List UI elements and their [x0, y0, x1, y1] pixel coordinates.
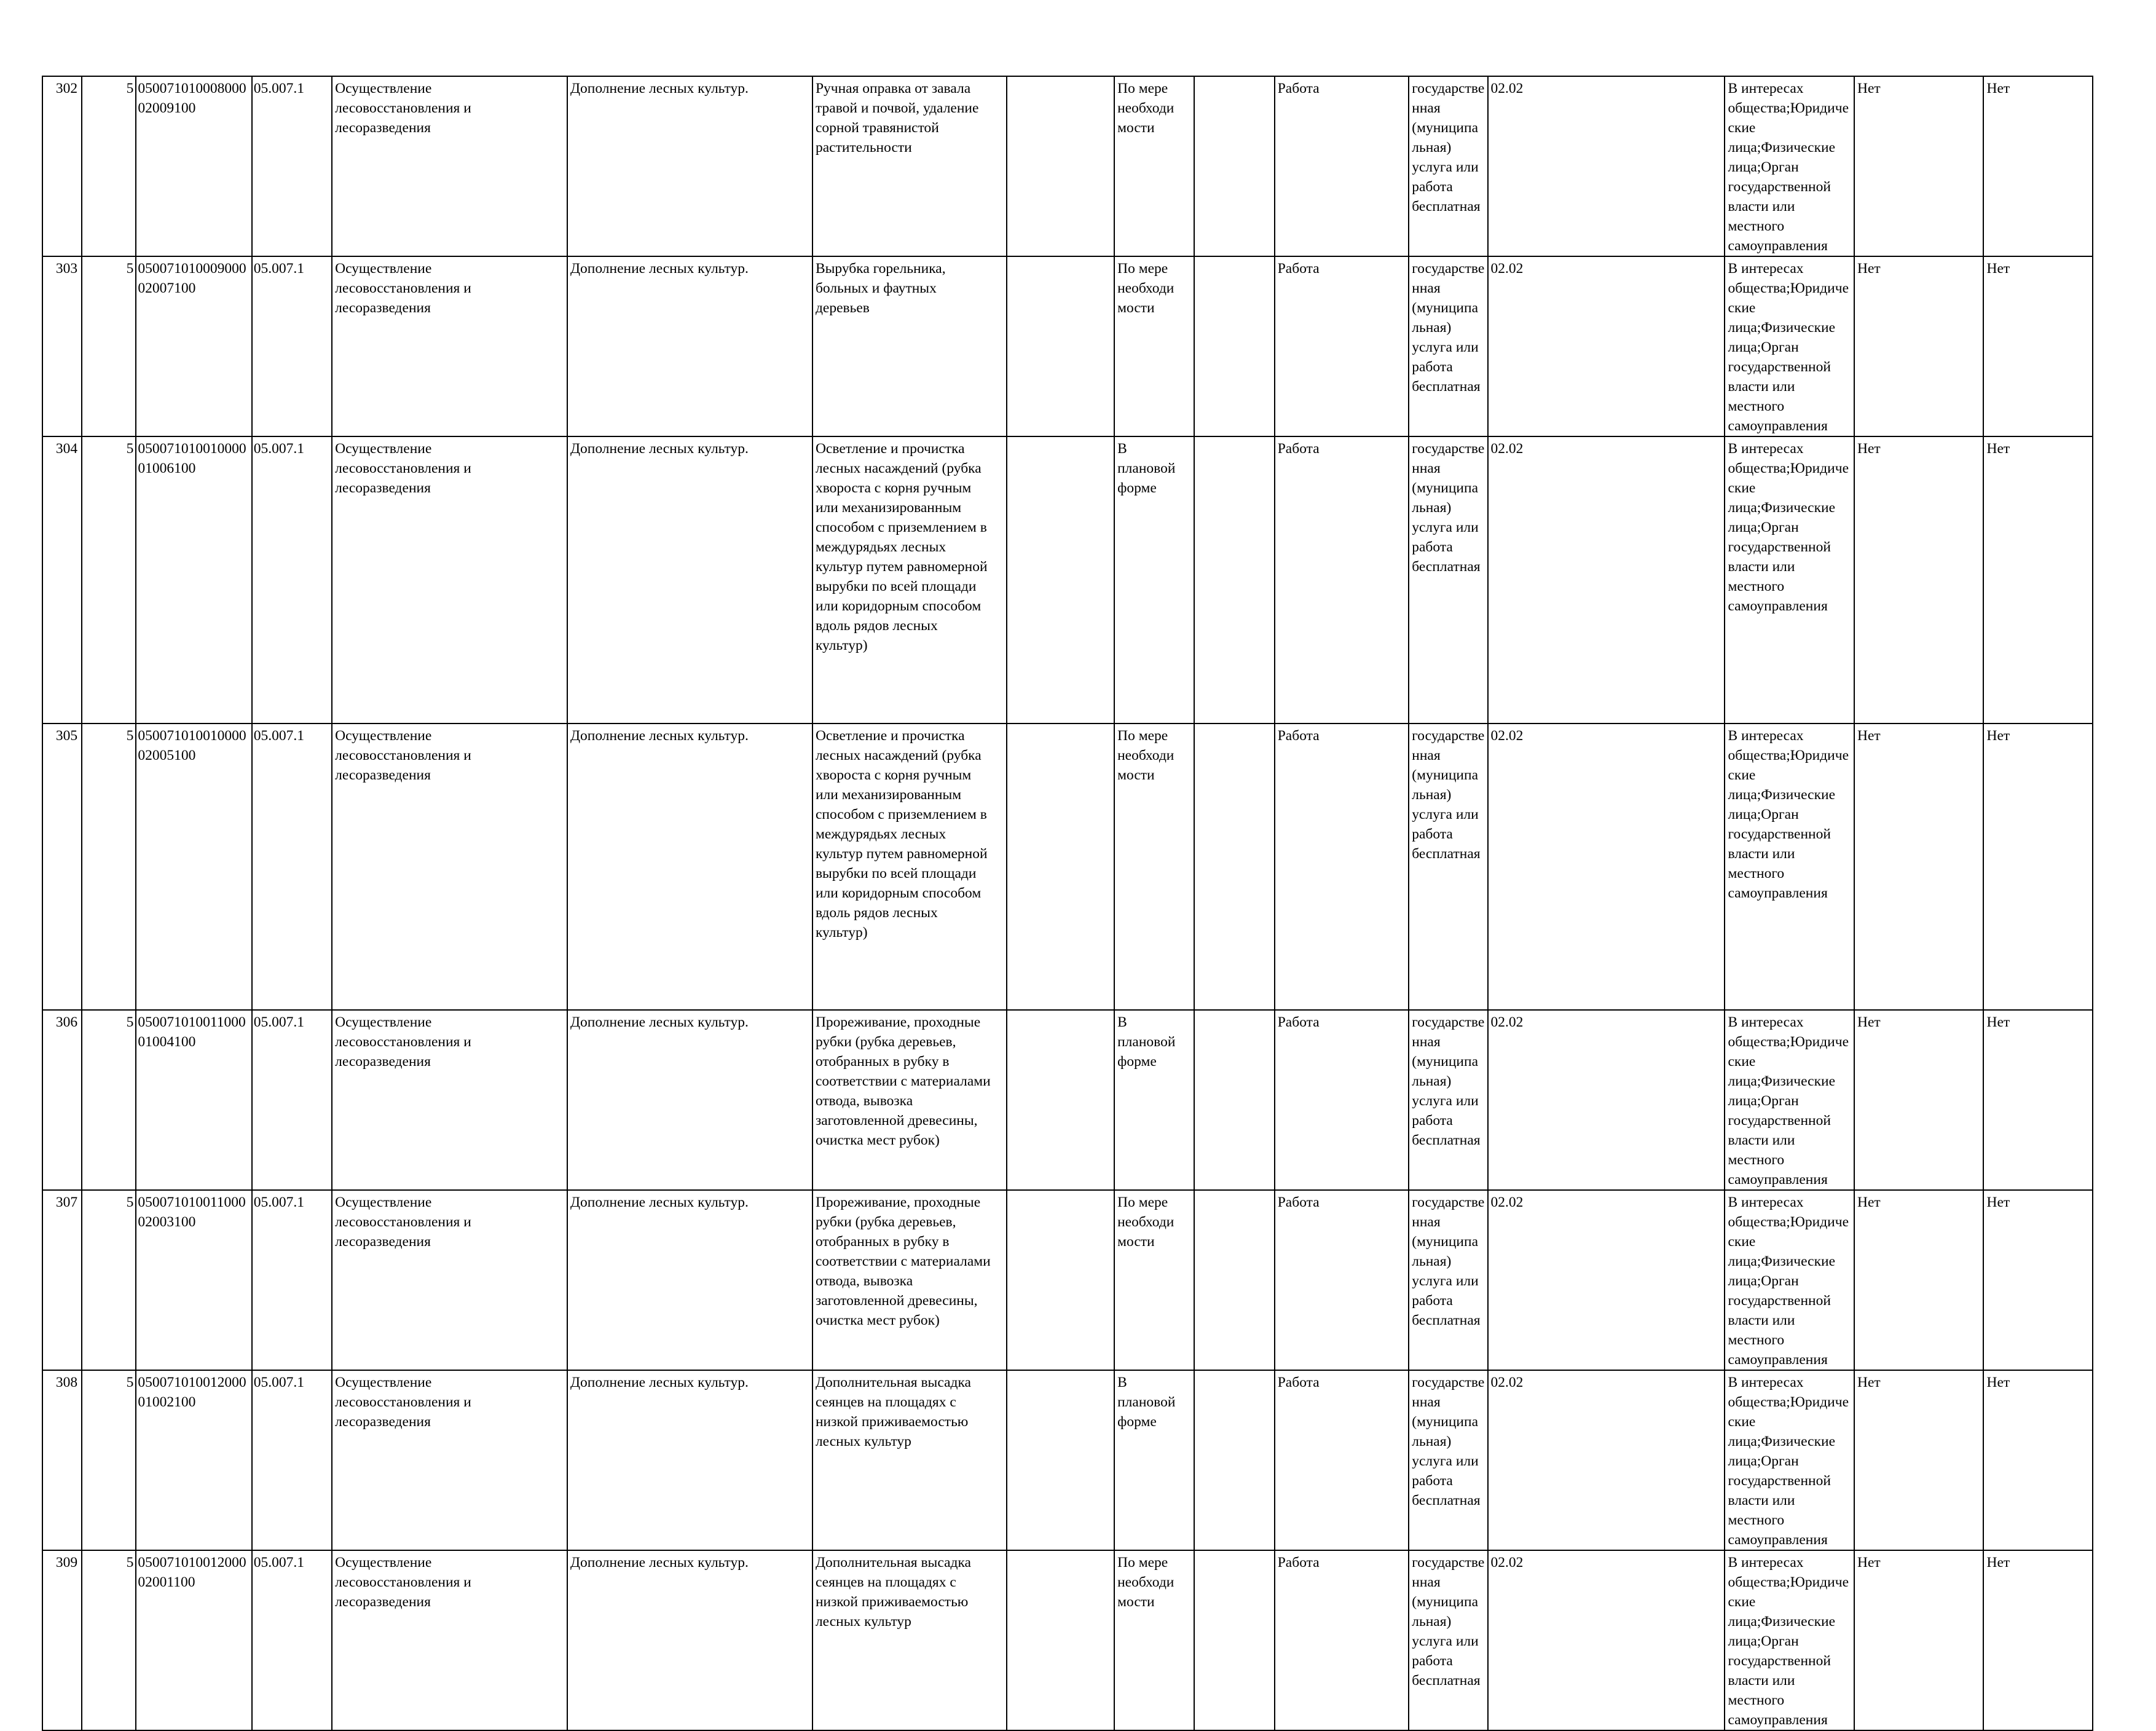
- row-level-cell: [82, 256, 136, 436]
- okved-code-cell: [1488, 436, 1725, 724]
- flag-1-cell: [1854, 256, 1984, 436]
- work-type-cell: [1275, 1190, 1409, 1370]
- work-content-cell: [812, 436, 1007, 724]
- row-number-cell: [42, 1010, 82, 1190]
- registry-code: 050071010011000 02003100: [138, 1194, 246, 1230]
- service-category-cell: [1409, 724, 1487, 1010]
- activity-name: Осуществление лесовосстановления и лесоразведения: [335, 261, 471, 316]
- work-content: Дополнительная высадка сеянцев на площадях с низкой приживаемостью лесных культур: [815, 1555, 971, 1630]
- table-row: [42, 1370, 2093, 1550]
- consumer-categories: В интересах общества;Юридические лица;Физические лица;Орган государственной власти или местного самоуправления: [1728, 1555, 1849, 1728]
- table-row: [42, 256, 2093, 436]
- consumer-categories-cell: [1725, 1550, 1854, 1730]
- work-content-cell: [812, 76, 1007, 256]
- consumer-categories: В интересах общества;Юридические лица;Физические лица;Орган государственной власти или местного самоуправления: [1728, 1194, 1849, 1368]
- section-code: 05.007.1: [253, 1194, 305, 1210]
- okved-code-cell: [1488, 1010, 1725, 1190]
- registry-code-cell: [136, 1010, 251, 1190]
- provision-form: По мере необходи мости: [1117, 1194, 1174, 1250]
- provision-form: По мере необходи мости: [1117, 1555, 1174, 1610]
- work-content: Осветление и прочистка лесных насаждений (рубка хвороста с корня ручным или механизированным способом с приземлением в междурядьях лесных культур путем равномерной вырубки по всей площади или коридорным способом вдоль рядов лесных культур): [815, 728, 988, 940]
- provision-form: По мере необходи мости: [1117, 728, 1174, 783]
- registry-code-cell: [136, 256, 251, 436]
- registry-code-cell: [136, 76, 251, 256]
- empty-cell-cell: [1194, 1190, 1274, 1370]
- empty-cell-cell: [1007, 724, 1114, 1010]
- flag-2: Нет: [1986, 441, 2010, 457]
- service-category: государственная (муниципальная) услуга или работа бесплатная: [1412, 1374, 1485, 1508]
- registry-code: 050071010011000 01004100: [138, 1014, 246, 1050]
- consumer-categories-cell: [1725, 1010, 1854, 1190]
- flag-1: Нет: [1857, 261, 1881, 277]
- flag-1-cell: [1854, 436, 1984, 724]
- registry-code: 050071010010000 01006100: [138, 441, 246, 476]
- section-code: 05.007.1: [253, 441, 305, 457]
- flag-2: Нет: [1986, 81, 2010, 97]
- row-level-cell: [82, 1550, 136, 1730]
- table-row: [42, 724, 2093, 1010]
- work-type-cell: [1275, 1550, 1409, 1730]
- provision-form-cell: [1114, 256, 1194, 436]
- consumer-categories-cell: [1725, 76, 1854, 256]
- work-content-cell: [812, 1550, 1007, 1730]
- section-code-cell: [252, 1190, 332, 1370]
- work-content-cell: [812, 1370, 1007, 1550]
- row-number: 309: [55, 1555, 78, 1571]
- okved-code: 02.02: [1490, 1374, 1524, 1390]
- okved-code: 02.02: [1490, 1555, 1524, 1571]
- service-category: государственная (муниципальная) услуга или работа бесплатная: [1412, 441, 1485, 575]
- activity-name: Осуществление лесовосстановления и лесоразведения: [335, 81, 471, 136]
- empty-cell-cell: [1007, 1550, 1114, 1730]
- okved-code-cell: [1488, 1190, 1725, 1370]
- provision-form: В плановой форме: [1117, 1374, 1176, 1430]
- provision-form-cell: [1114, 724, 1194, 1010]
- flag-2: Нет: [1986, 1014, 2010, 1030]
- work-type: Работа: [1277, 1194, 1320, 1210]
- work-content: Прореживание, проходные рубки (рубка деревьев, отобранных в рубку в соответствии с материалами отвода, вывозка заготовленной древесины, очистка мест рубок): [815, 1014, 991, 1148]
- flag-1: Нет: [1857, 1555, 1881, 1571]
- work-content: Вырубка горельника, больных и фаутных деревьев: [815, 261, 946, 316]
- registry-code-cell: [136, 1370, 251, 1550]
- work-type: Работа: [1277, 728, 1320, 744]
- empty-cell-cell: [1194, 76, 1274, 256]
- activity-subname-cell: [567, 1010, 812, 1190]
- activity-subname-cell: [567, 1190, 812, 1370]
- table-row: [42, 1010, 2093, 1190]
- row-level-cell: [82, 76, 136, 256]
- activity-name: Осуществление лесовосстановления и лесоразведения: [335, 1374, 471, 1430]
- empty-cell-cell: [1007, 1190, 1114, 1370]
- consumer-categories-cell: [1725, 724, 1854, 1010]
- flag-1: Нет: [1857, 1194, 1881, 1210]
- activity-subname-cell: [567, 1370, 812, 1550]
- provision-form: По мере необходи мости: [1117, 81, 1174, 136]
- activity-name-cell: [332, 436, 567, 724]
- activity-name-cell: [332, 1010, 567, 1190]
- flag-2-cell: [1983, 1010, 2093, 1190]
- flag-1: Нет: [1857, 1014, 1881, 1030]
- row-level: 5: [126, 81, 134, 97]
- activity-subname: Дополнение лесных культур.: [570, 1555, 749, 1571]
- empty-cell-cell: [1194, 724, 1274, 1010]
- work-type: Работа: [1277, 1374, 1320, 1390]
- activity-name-cell: [332, 1370, 567, 1550]
- okved-code: 02.02: [1490, 1014, 1524, 1030]
- okved-code: 02.02: [1490, 261, 1524, 277]
- consumer-categories: В интересах общества;Юридические лица;Физические лица;Орган государственной власти или местного самоуправления: [1728, 728, 1849, 901]
- provision-form: В плановой форме: [1117, 441, 1176, 496]
- flag-1-cell: [1854, 76, 1984, 256]
- okved-code-cell: [1488, 1370, 1725, 1550]
- row-number: 303: [55, 261, 78, 277]
- flag-2: Нет: [1986, 261, 2010, 277]
- service-category-cell: [1409, 76, 1487, 256]
- flag-2-cell: [1983, 436, 2093, 724]
- row-number-cell: [42, 256, 82, 436]
- section-code-cell: [252, 1370, 332, 1550]
- provision-form-cell: [1114, 1370, 1194, 1550]
- table-row: [42, 436, 2093, 724]
- table-row: [42, 1190, 2093, 1370]
- registry-code: 050071010012000 02001100: [138, 1555, 246, 1590]
- row-number-cell: [42, 1370, 82, 1550]
- provision-form-cell: [1114, 1010, 1194, 1190]
- consumer-categories: В интересах общества;Юридические лица;Физические лица;Орган государственной власти или местного самоуправления: [1728, 1374, 1849, 1548]
- work-type-cell: [1275, 724, 1409, 1010]
- row-number-cell: [42, 1190, 82, 1370]
- section-code-cell: [252, 436, 332, 724]
- activity-name: Осуществление лесовосстановления и лесоразведения: [335, 1014, 471, 1070]
- empty-cell-cell: [1007, 436, 1114, 724]
- provision-form-cell: [1114, 1190, 1194, 1370]
- section-code-cell: [252, 1010, 332, 1190]
- row-level: 5: [126, 728, 134, 744]
- flag-2-cell: [1983, 1370, 2093, 1550]
- work-type-cell: [1275, 1370, 1409, 1550]
- service-category: государственная (муниципальная) услуга или работа бесплатная: [1412, 728, 1485, 862]
- row-number: 305: [55, 728, 78, 744]
- section-code: 05.007.1: [253, 1014, 305, 1030]
- service-category: государственная (муниципальная) услуга или работа бесплатная: [1412, 81, 1485, 215]
- activity-subname-cell: [567, 1550, 812, 1730]
- work-type: Работа: [1277, 1014, 1320, 1030]
- service-category-cell: [1409, 1370, 1487, 1550]
- okved-code-cell: [1488, 256, 1725, 436]
- row-level: 5: [126, 1374, 134, 1390]
- work-content: Ручная оправка от завала травой и почвой, удаление сорной травянистой растительности: [815, 81, 979, 156]
- provision-form-cell: [1114, 436, 1194, 724]
- flag-2: Нет: [1986, 728, 2010, 744]
- flag-2: Нет: [1986, 1374, 2010, 1390]
- work-content: Осветление и прочистка лесных насаждений (рубка хвороста с корня ручным или механизированным способом с приземлением в междурядьях лесных культур путем равномерной вырубки по всей площади или коридорным способом вдоль рядов лесных культур): [815, 441, 988, 653]
- section-code: 05.007.1: [253, 728, 305, 744]
- row-number-cell: [42, 1550, 82, 1730]
- work-type: Работа: [1277, 441, 1320, 457]
- activity-name-cell: [332, 1550, 567, 1730]
- work-type-cell: [1275, 256, 1409, 436]
- registry-code: 050071010009000 02007100: [138, 261, 246, 296]
- okved-code-cell: [1488, 76, 1725, 256]
- row-level: 5: [126, 1555, 134, 1571]
- empty-cell-cell: [1194, 436, 1274, 724]
- row-level: 5: [126, 441, 134, 457]
- service-category-cell: [1409, 256, 1487, 436]
- activity-subname: Дополнение лесных культур.: [570, 1014, 749, 1030]
- okved-code: 02.02: [1490, 1194, 1524, 1210]
- service-category: государственная (муниципальная) услуга или работа бесплатная: [1412, 1555, 1485, 1689]
- activity-name: Осуществление лесовосстановления и лесоразведения: [335, 1194, 471, 1250]
- activity-subname: Дополнение лесных культур.: [570, 728, 749, 744]
- flag-2-cell: [1983, 1550, 2093, 1730]
- activity-subname: Дополнение лесных культур.: [570, 441, 749, 457]
- section-code: 05.007.1: [253, 261, 305, 277]
- okved-code: 02.02: [1490, 81, 1524, 97]
- flag-2: Нет: [1986, 1194, 2010, 1210]
- registry-code: 050071010012000 01002100: [138, 1374, 246, 1410]
- table-row: [42, 1550, 2093, 1730]
- registry-code-cell: [136, 724, 251, 1010]
- flag-1-cell: [1854, 1550, 1984, 1730]
- flag-1-cell: [1854, 1010, 1984, 1190]
- work-type-cell: [1275, 1010, 1409, 1190]
- activity-name: Осуществление лесовосстановления и лесоразведения: [335, 728, 471, 783]
- row-number: 306: [55, 1014, 78, 1030]
- row-level-cell: [82, 724, 136, 1010]
- consumer-categories-cell: [1725, 436, 1854, 724]
- work-type: Работа: [1277, 1555, 1320, 1571]
- consumer-categories: В интересах общества;Юридические лица;Физические лица;Орган государственной власти или местного самоуправления: [1728, 441, 1849, 614]
- row-number: 307: [55, 1194, 78, 1210]
- service-category: государственная (муниципальная) услуга или работа бесплатная: [1412, 1194, 1485, 1328]
- activity-subname: Дополнение лесных культур.: [570, 261, 749, 277]
- work-type-cell: [1275, 76, 1409, 256]
- registry-code-cell: [136, 436, 251, 724]
- registry-code: 050071010008000 02009100: [138, 81, 246, 116]
- flag-2-cell: [1983, 256, 2093, 436]
- section-code: 05.007.1: [253, 1374, 305, 1390]
- activity-subname-cell: [567, 436, 812, 724]
- activity-name: Осуществление лесовосстановления и лесоразведения: [335, 1555, 471, 1610]
- row-number: 302: [55, 81, 78, 97]
- consumer-categories: В интересах общества;Юридические лица;Физические лица;Орган государственной власти или местного самоуправления: [1728, 261, 1849, 434]
- empty-cell-cell: [1194, 1370, 1274, 1550]
- consumer-categories: В интересах общества;Юридические лица;Физические лица;Орган государственной власти или местного самоуправления: [1728, 1014, 1849, 1188]
- row-level-cell: [82, 1190, 136, 1370]
- section-code-cell: [252, 1550, 332, 1730]
- registry-code: 050071010010000 02005100: [138, 728, 246, 763]
- work-content-cell: [812, 1010, 1007, 1190]
- service-category-cell: [1409, 436, 1487, 724]
- empty-cell-cell: [1007, 1010, 1114, 1190]
- activity-subname: Дополнение лесных культур.: [570, 1374, 749, 1390]
- flag-1-cell: [1854, 724, 1984, 1010]
- consumer-categories-cell: [1725, 1190, 1854, 1370]
- okved-code: 02.02: [1490, 728, 1524, 744]
- activity-subname: Дополнение лесных культур.: [570, 81, 749, 97]
- row-number-cell: [42, 436, 82, 724]
- activity-name-cell: [332, 724, 567, 1010]
- service-category-cell: [1409, 1190, 1487, 1370]
- flag-1: Нет: [1857, 441, 1881, 457]
- service-category-cell: [1409, 1550, 1487, 1730]
- flag-1-cell: [1854, 1190, 1984, 1370]
- row-level-cell: [82, 1370, 136, 1550]
- flag-2-cell: [1983, 724, 2093, 1010]
- consumer-categories-cell: [1725, 1370, 1854, 1550]
- activity-subname-cell: [567, 256, 812, 436]
- okved-code-cell: [1488, 724, 1725, 1010]
- activity-name-cell: [332, 256, 567, 436]
- row-level: 5: [126, 261, 134, 277]
- flag-1-cell: [1854, 1370, 1984, 1550]
- work-type: Работа: [1277, 81, 1320, 97]
- table-row: [42, 76, 2093, 256]
- section-code-cell: [252, 724, 332, 1010]
- empty-cell-cell: [1007, 256, 1114, 436]
- consumer-categories-cell: [1725, 256, 1854, 436]
- row-level: 5: [126, 1014, 134, 1030]
- row-number: 304: [55, 441, 78, 457]
- flag-2-cell: [1983, 76, 2093, 256]
- okved-code: 02.02: [1490, 441, 1524, 457]
- empty-cell-cell: [1007, 76, 1114, 256]
- section-code: 05.007.1: [253, 81, 305, 97]
- row-number: 308: [55, 1374, 78, 1390]
- service-category: государственная (муниципальная) услуга или работа бесплатная: [1412, 1014, 1485, 1148]
- registry-code-cell: [136, 1550, 251, 1730]
- activity-subname: Дополнение лесных культур.: [570, 1194, 749, 1210]
- empty-cell-cell: [1194, 1010, 1274, 1190]
- empty-cell-cell: [1194, 1550, 1274, 1730]
- work-type-cell: [1275, 436, 1409, 724]
- flag-1: Нет: [1857, 728, 1881, 744]
- flag-2-cell: [1983, 1190, 2093, 1370]
- work-content-cell: [812, 1190, 1007, 1370]
- service-category: государственная (муниципальная) услуга или работа бесплатная: [1412, 261, 1485, 395]
- row-level: 5: [126, 1194, 134, 1210]
- okved-code-cell: [1488, 1550, 1725, 1730]
- work-content-cell: [812, 256, 1007, 436]
- work-content: Дополнительная высадка сеянцев на площадях с низкой приживаемостью лесных культур: [815, 1374, 971, 1449]
- flag-1: Нет: [1857, 1374, 1881, 1390]
- registry-code-cell: [136, 1190, 251, 1370]
- work-content: Прореживание, проходные рубки (рубка деревьев, отобранных в рубку в соответствии с материалами отвода, вывозка заготовленной древесины, очистка мест рубок): [815, 1194, 991, 1328]
- section-code-cell: [252, 76, 332, 256]
- flag-2: Нет: [1986, 1555, 2010, 1571]
- registry-table: [42, 76, 2093, 1731]
- flag-1: Нет: [1857, 81, 1881, 97]
- empty-cell-cell: [1194, 256, 1274, 436]
- provision-form: В плановой форме: [1117, 1014, 1176, 1070]
- activity-name-cell: [332, 76, 567, 256]
- activity-subname-cell: [567, 76, 812, 256]
- row-number-cell: [42, 76, 82, 256]
- provision-form-cell: [1114, 1550, 1194, 1730]
- work-type: Работа: [1277, 261, 1320, 277]
- section-code-cell: [252, 256, 332, 436]
- activity-subname-cell: [567, 724, 812, 1010]
- row-number-cell: [42, 724, 82, 1010]
- consumer-categories: В интересах общества;Юридические лица;Физические лица;Орган государственной власти или местного самоуправления: [1728, 81, 1849, 254]
- empty-cell-cell: [1007, 1370, 1114, 1550]
- service-category-cell: [1409, 1010, 1487, 1190]
- row-level-cell: [82, 1010, 136, 1190]
- table-body: [42, 76, 2093, 1730]
- provision-form: По мере необходи мости: [1117, 261, 1174, 316]
- work-content-cell: [812, 724, 1007, 1010]
- section-code: 05.007.1: [253, 1555, 305, 1571]
- row-level-cell: [82, 436, 136, 724]
- provision-form-cell: [1114, 76, 1194, 256]
- activity-name: Осуществление лесовосстановления и лесоразведения: [335, 441, 471, 496]
- activity-name-cell: [332, 1190, 567, 1370]
